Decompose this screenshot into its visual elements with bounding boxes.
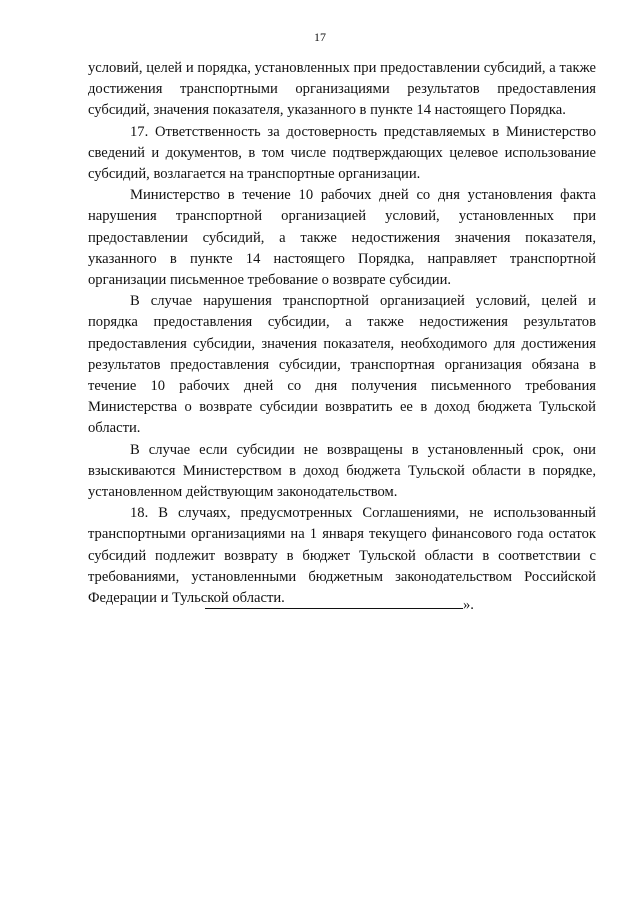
signature-rule xyxy=(205,594,463,609)
paragraph-item-18: 18. В случаях, предусмотренных Соглашениями, не использованный транспортными организациями на 1 января текущего финансового года остаток субсидий подлежит возврату в бюджет Тульской области в соответствии с требованиями, установленными бюджетным законодательством Российской Федерации и Тульской области. xyxy=(88,505,596,607)
paragraph-recovery: В случае если субсидии не возвращены в установленный срок, они взыскиваются Министерством в доход бюджета Тульской области в порядке, установленном действующим законодательством. xyxy=(88,441,596,501)
closing-quote-mark: ». xyxy=(463,597,474,613)
paragraph-ministry-requirement: Министерство в течение 10 рабочих дней со дня установления факта нарушения транспортной организацией условий, установленных при предоставлении субсидий, а также недостижения значения показателя, указанного в пункте 14 настоящего Порядка, направляет транспортной организации письменное требование о возврате субсидии. xyxy=(88,187,596,289)
paragraph-item-17: 17. Ответственность за достоверность представляемых в Министерство сведений и документов, в том числе подтверждающих целевое использование субсидий, возлагается на транспортные организации. xyxy=(88,123,596,183)
closing-line xyxy=(205,594,474,616)
page-number: 17 xyxy=(314,30,326,44)
paragraph-violation-return: В случае нарушения транспортной организацией условий, целей и порядка предоставления субсидии, а также недостижения результатов предоставления субсидии, значения показателя, необходимого для достижения результатов предоставления субсидии, транспортная организация обязана в течение 10 рабочих дней со дня получения письменного требования Министерства о возврате субсидии возвратить ее в доход бюджета Тульской области. xyxy=(88,293,596,437)
document-body xyxy=(88,58,596,609)
paragraph-continuation: условий, целей и порядка, установленных при предоставлении субсидий, а также достижения транспортными организациями результатов предоставления субсидий, значения показателя, указанного в пункте 14 настоящего Порядка. xyxy=(88,60,596,119)
